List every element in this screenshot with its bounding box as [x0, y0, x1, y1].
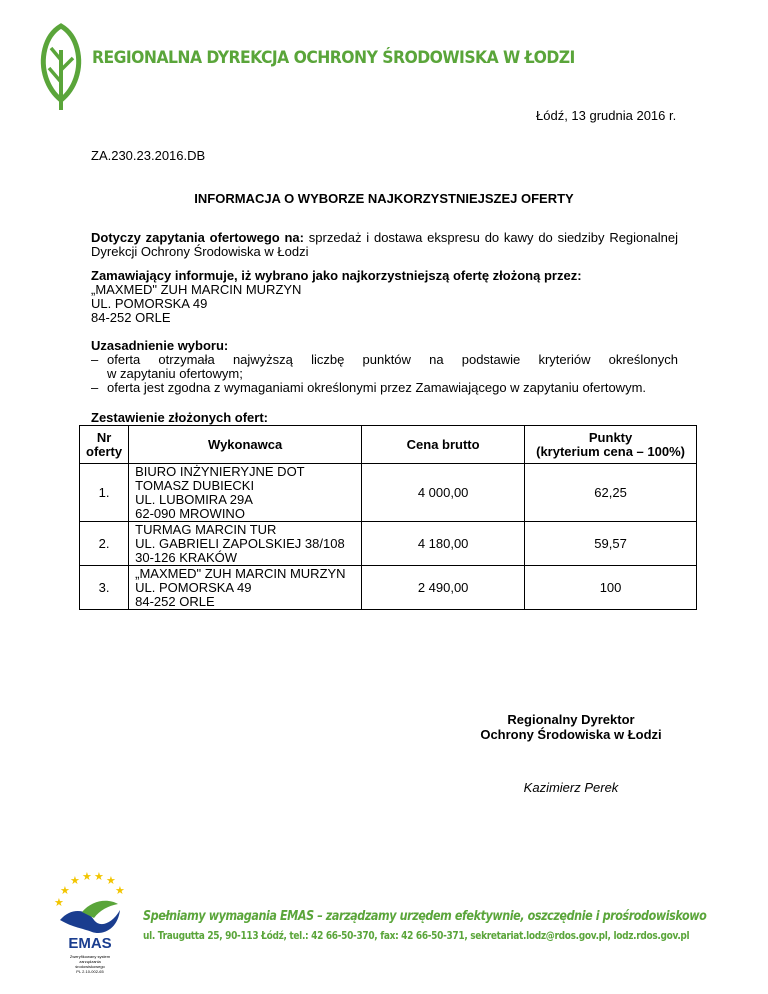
justification-label: Uzasadnienie wyboru: — [91, 338, 229, 353]
footer-tagline: Spełniamy wymagania EMAS – zarządzamy urzędem efektywnie, oszczędnie i prośrodowiskowo — [143, 909, 707, 924]
contractor-line: 30-126 KRAKÓW — [135, 549, 237, 565]
cell-contractor — [129, 566, 362, 610]
justification-item — [91, 381, 678, 395]
header-contractor: Wykonawca — [129, 426, 362, 464]
winner-line: UL. POMORSKA 49 — [91, 296, 208, 311]
cell-points: 62,25 — [525, 464, 697, 522]
cell-nr: 2. — [80, 522, 129, 566]
winner-line: 84-252 ORLE — [91, 310, 171, 325]
contractor-line: BIURO INŻYNIERYJNE DOT TOMASZ DUBIECKI — [135, 463, 305, 493]
cell-price: 4 000,00 — [362, 464, 525, 522]
cell-points: 100 — [525, 566, 697, 610]
cell-nr: 3. — [80, 566, 129, 610]
cell-points: 59,57 — [525, 522, 697, 566]
cell-price: 4 180,00 — [362, 522, 525, 566]
svg-text:★: ★ — [82, 870, 92, 883]
document-date: Łódź, 13 grudnia 2016 r. — [536, 108, 677, 123]
justification-item-line: oferta otrzymała najwyższą liczbę punktów na podstawie kryteriów określonych — [107, 352, 678, 367]
contractor-line: TURMAG MARCIN TUR — [135, 521, 277, 537]
table-header-row — [80, 426, 697, 464]
contractor-line: UL. POMORSKA 49 — [135, 579, 252, 595]
signature-title-line: Regionalny Dyrektor — [507, 712, 635, 727]
svg-text:środowiskowego: środowiskowego — [75, 964, 105, 969]
emas-logo — [52, 870, 128, 974]
concerns-paragraph — [91, 231, 678, 259]
cell-nr: 1. — [80, 464, 129, 522]
header-points — [525, 426, 697, 464]
contractor-line: 62-090 MROWINO — [135, 505, 245, 521]
justification-list — [91, 353, 678, 395]
contractor-line: 84-252 ORLE — [135, 593, 215, 609]
dash-bullet: – — [91, 380, 99, 395]
svg-text:zarządzania: zarządzania — [79, 959, 101, 964]
document-title: INFORMACJA O WYBORZE NAJKORZYSTNIEJSZEJ OFERTY — [194, 191, 574, 206]
cell-contractor — [129, 522, 362, 566]
svg-text:Zweryfikowany system: Zweryfikowany system — [69, 954, 111, 959]
footer-address: ul. Traugutta 25, 90-113 Łódź, tel.: 42 66-50-370, fax: 42 66-50-371, sekretariat.lodz@rdos.gov.pl, lodz.rdos.gov.pl — [143, 929, 690, 942]
table-row — [80, 464, 697, 522]
contractor-line: UL. LUBOMIRA 29A — [135, 491, 253, 507]
header-nr: Nr oferty — [80, 426, 129, 464]
rdos-leaf-logo — [36, 20, 86, 112]
reference-number: ZA.230.23.2016.DB — [91, 148, 206, 163]
cell-contractor — [129, 464, 362, 522]
svg-text:★: ★ — [94, 870, 104, 883]
contractor-line: UL. GABRIELI ZAPOLSKIEJ 38/108 — [135, 535, 345, 551]
winner-label: Zamawiający informuje, iż wybrano jako najkorzystniejszą ofertę złożoną przez: — [91, 268, 582, 283]
svg-text:★: ★ — [70, 874, 80, 887]
concerns-label: Dotyczy zapytania ofertowego na: — [91, 230, 304, 245]
header-points-line: (kryterium cena – 100%) — [536, 443, 685, 459]
svg-text:EMAS: EMAS — [68, 935, 112, 952]
signature-title-line: Ochrony Środowiska w Łodzi — [480, 727, 662, 742]
organization-name: REGIONALNA DYREKCJA OCHRONY ŚRODOWISKA W ŁODZI — [92, 48, 575, 68]
offers-table — [79, 425, 697, 610]
cell-price: 2 490,00 — [362, 566, 525, 610]
justification-item — [91, 353, 678, 381]
concerns-text: sprzedaż i dostawa ekspresu do kawy do siedziby Regionalnej Dyrekcji Ochrony Środowiska w Łodzi — [91, 230, 678, 259]
dash-bullet: – — [91, 352, 99, 367]
svg-text:★: ★ — [60, 884, 70, 897]
signature-title — [455, 712, 687, 742]
justification-item-line: w zapytaniu ofertowym; — [107, 366, 243, 381]
table-row — [80, 522, 697, 566]
signatory-name: Kazimierz Perek — [523, 780, 619, 795]
summary-label: Zestawienie złożonych ofert: — [91, 410, 268, 425]
svg-text:★: ★ — [115, 884, 125, 897]
table-row — [80, 566, 697, 610]
winner-block — [91, 269, 678, 325]
winner-line: „MAXMED" ZUH MARCIN MURZYN — [91, 282, 302, 297]
svg-text:PL 2.10-002-65: PL 2.10-002-65 — [76, 969, 104, 974]
svg-text:★: ★ — [54, 896, 64, 909]
header-price: Cena brutto — [362, 426, 525, 464]
svg-text:★: ★ — [106, 874, 116, 887]
header-points-line: Punkty — [588, 429, 633, 445]
contractor-line: „MAXMED" ZUH MARCIN MURZYN — [135, 565, 346, 581]
justification-item-line: oferta jest zgodna z wymaganiami określonymi przez Zamawiającego w zapytaniu ofertowym. — [107, 380, 647, 395]
